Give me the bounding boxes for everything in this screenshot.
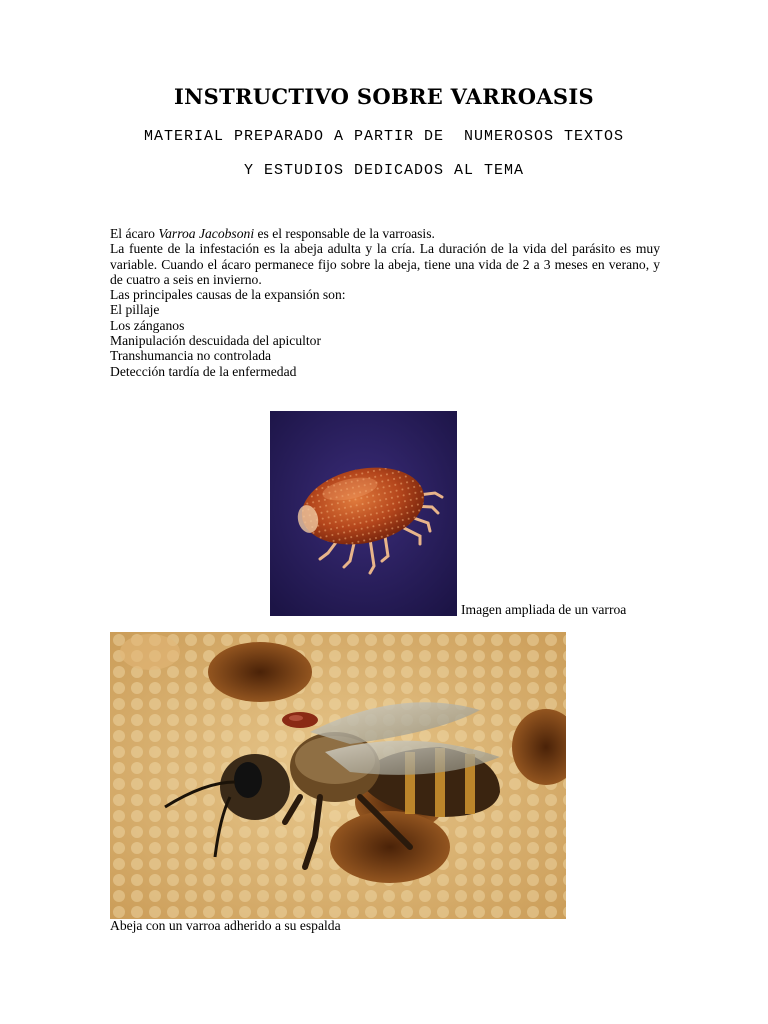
document-title: INSTRUCTIVO SOBRE VARROASIS — [174, 84, 594, 109]
body-text — [110, 226, 660, 379]
varroa-mite-image — [270, 411, 457, 616]
cause-item: El pillaje — [110, 302, 160, 318]
bee-image-caption: Abeja con un varroa adherido a su espalda — [110, 918, 341, 933]
subtitle-line-1: MATERIAL PREPARADO A PARTIR DE NUMEROSOS TEXTOS — [143, 128, 625, 145]
causes-heading: Las principales causas de la expansión son: — [110, 287, 346, 303]
varroa-image-caption: Imagen ampliada de un varroa — [461, 602, 627, 617]
cause-item: Manipulación descuidada del apicultor — [110, 333, 322, 349]
cause-item: Los zánganos — [110, 317, 185, 333]
infestation-paragraph: La fuente de la infestación es la abeja adulta y la cría. La duración de la vida del parásito es muy variable. Cuando el ácaro permanece fijo sobre la abeja, tiene una vida de 2 a 3 meses en verano, y de cuatro a seis en invierno. — [110, 241, 660, 287]
intro-line — [110, 226, 660, 241]
cause-item: Detección tardía de la enfermedad — [110, 363, 297, 379]
species-name: Varroa Jacobsoni — [158, 226, 255, 241]
subtitle-line-2: Y ESTUDIOS DEDICADOS AL TEMA — [243, 162, 525, 179]
bee-with-varroa-image — [110, 632, 566, 919]
intro-suffix: es el responsable de la varroasis. — [254, 226, 435, 241]
intro-prefix: El ácaro — [110, 226, 159, 241]
cause-item: Transhumancia no controlada — [110, 348, 272, 364]
